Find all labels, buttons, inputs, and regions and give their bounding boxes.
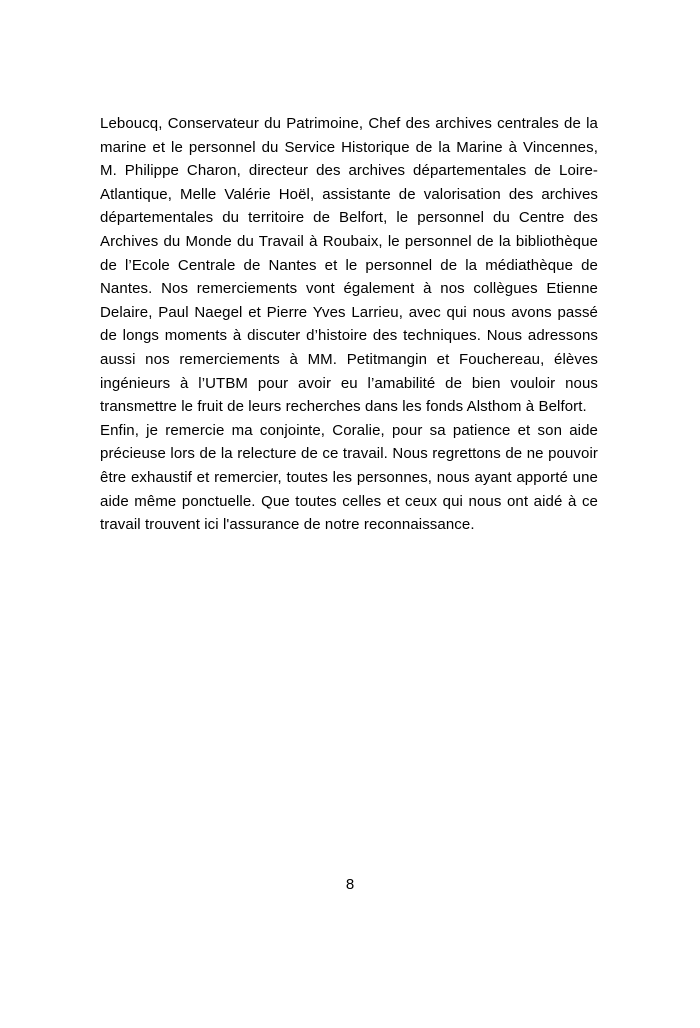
paragraph-acknowledgments-archives: Leboucq, Conservateur du Patrimoine, Chef des archives centrales de la marine et le personnel du Service Historique de la Marine à Vincennes, M. Philippe Charon, directeur des archives départementales de Loire-Atlantique, Melle Valérie Hoël, assistante de valorisation des archives départementales du territoire de Belfort, le personnel du Centre des Archives du Monde du Travail à Roubaix, le personnel de la bibliothèque de l’Ecole Centrale de Nantes et le personnel de la médiathèque de Nantes. Nos remerciements vont également à nos collègues Etienne Delaire, Paul Naegel et Pierre Yves Larrieu, avec qui nous avons passé de longs moments à discuter d’histoire des techniques. Nous adressons aussi nos remerciements à MM. Petitmangin et Fouchereau, élèves ingénieurs à l’UTBM pour avoir eu l’amabilité de bien vouloir nous transmettre le fruit de leurs recherches dans les fonds Alsthom à Belfort. [100,115,598,416]
body-text [100,112,598,537]
page-number: 8 [345,876,355,893]
paragraph-acknowledgments-personal: Enfin, je remercie ma conjointe, Coralie, pour sa patience et son aide précieuse lors de la relecture de ce travail. Nous regrettons de ne pouvoir être exhaustif et remercier, toutes les personnes, nous ayant apporté une aide même ponctuelle. Que toutes celles et ceux qui nous ont aidé à ce travail trouvent ici l'assurance de notre reconnaissance. [100,421,598,534]
